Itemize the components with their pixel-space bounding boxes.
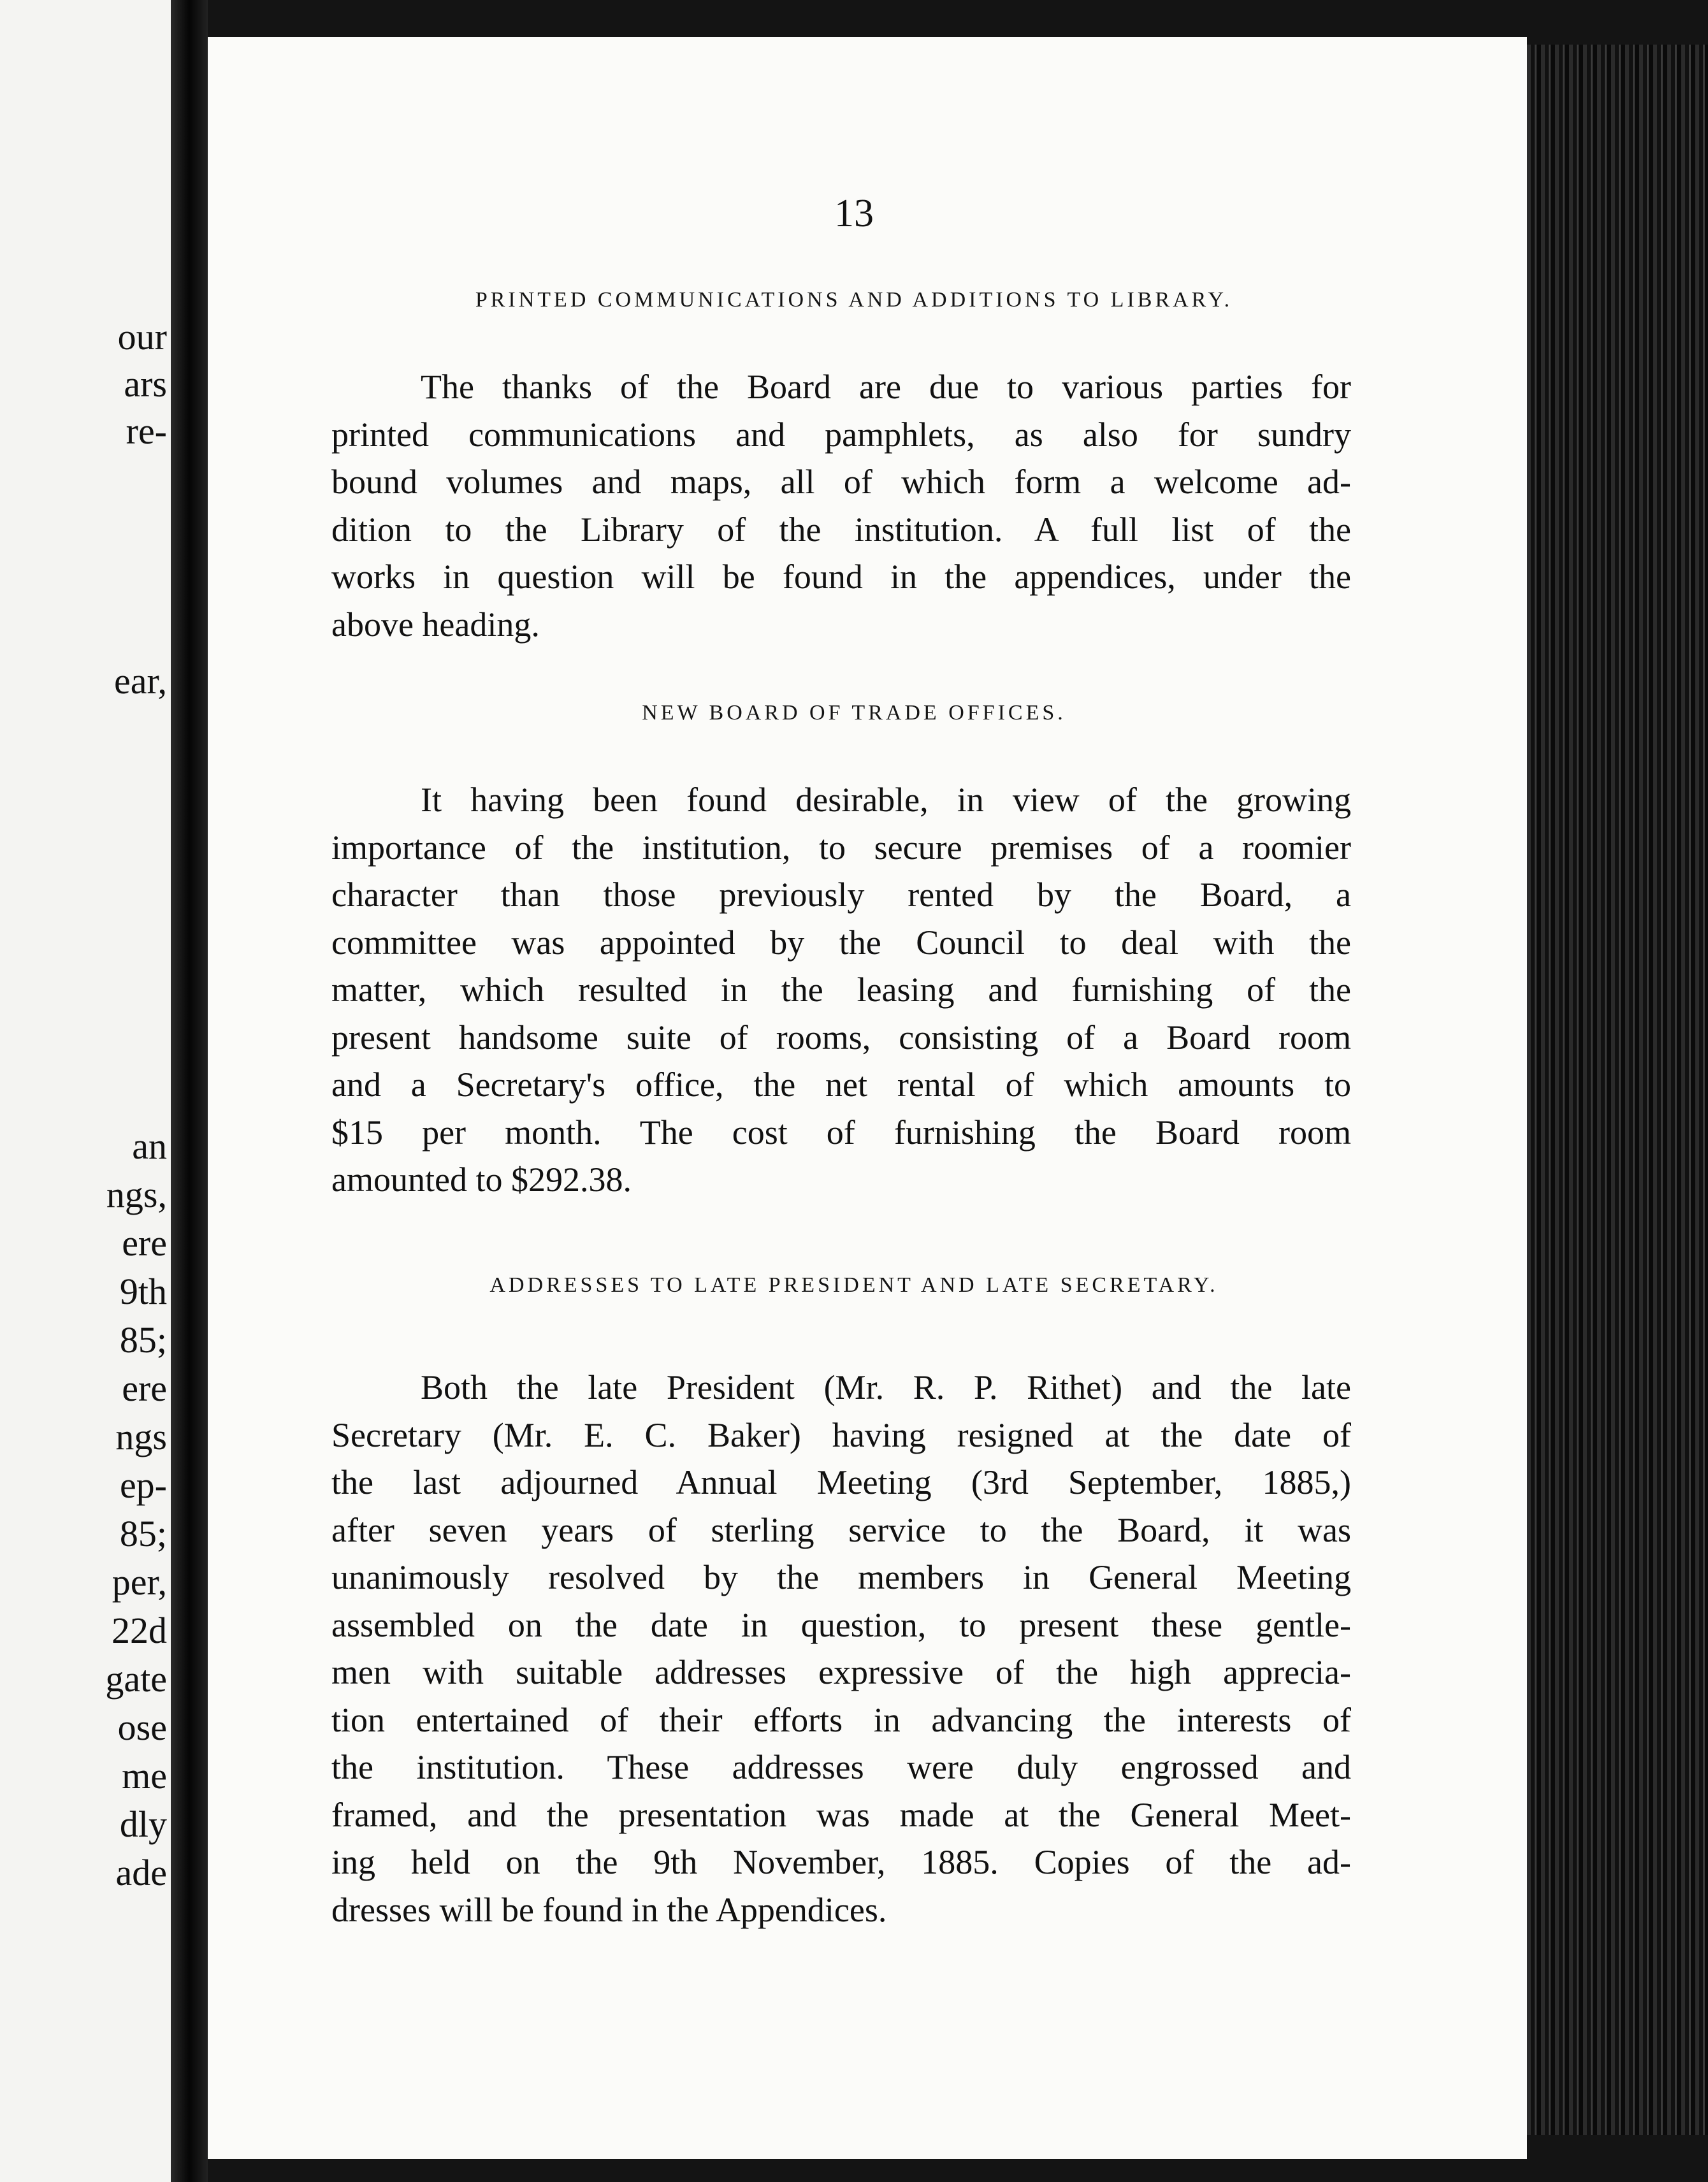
facing-page-fragment: ngs,	[106, 1174, 167, 1215]
text-line: printed communications and pamphlets, as also for sundry	[331, 415, 1351, 454]
text-line: the last adjourned Annual Meeting (3rd September, 1885,)	[331, 1463, 1351, 1501]
paragraph-new-offices	[331, 776, 1351, 1204]
text-line: $15 per month. The cost of furnishing the Board room	[331, 1113, 1351, 1152]
text-line: amounted to $292.38.	[331, 1160, 632, 1199]
heading-printed-communications: PRINTED COMMUNICATIONS AND ADDITIONS TO LIBRARY.	[475, 288, 1233, 312]
text-line: committee was appointed by the Council to deal with the	[331, 923, 1351, 962]
text-line: The thanks of the Board are due to various parties for	[421, 368, 1351, 406]
facing-page-fragment: ose	[117, 1707, 167, 1748]
facing-page-fragment: ngs	[115, 1416, 167, 1457]
facing-page-fragment: ade	[115, 1852, 167, 1893]
facing-page	[0, 0, 171, 2182]
text-line: dresses will be found in the Appendices.	[331, 1890, 887, 1929]
text-line: It having been found desirable, in view of the growing	[421, 781, 1351, 819]
text-line: above heading.	[331, 605, 540, 644]
heading-addresses: ADDRESSES TO LATE PRESIDENT AND LATE SECRETARY.	[489, 1273, 1219, 1297]
facing-page-fragment: 22d	[112, 1610, 167, 1651]
facing-page-fragment: 85;	[119, 1513, 167, 1554]
facing-page-fragment: 85;	[119, 1319, 167, 1361]
facing-page-fragment: re-	[126, 410, 167, 452]
facing-page-fragment: ep-	[119, 1464, 167, 1506]
text-line: works in question will be found in the appendices, under the	[331, 558, 1351, 596]
text-line: men with suitable addresses expressive of the high apprecia-	[331, 1653, 1351, 1691]
facing-page-fragment: 9th	[119, 1271, 167, 1312]
text-line: assembled on the date in question, to present these gentle-	[331, 1605, 1351, 1644]
page-edges	[1527, 45, 1708, 2135]
heading-new-offices: NEW BOARD OF TRADE OFFICES.	[642, 701, 1066, 725]
text-line: and a Secretary's office, the net rental of which amounts to	[331, 1066, 1351, 1104]
facing-page-fragment: an	[132, 1125, 167, 1167]
facing-page-fragment: ere	[122, 1368, 167, 1409]
text-line: matter, which resulted in the leasing and furnishing of the	[331, 971, 1351, 1009]
text-line: dition to the Library of the institution. A full list of the	[331, 510, 1351, 549]
text-line: tion entertained of their efforts in advancing the interests of	[331, 1700, 1351, 1739]
facing-page-fragment: our	[117, 316, 167, 358]
text-line: ing held on the 9th November, 1885. Copies of the ad-	[331, 1843, 1351, 1881]
facing-page-fragment: ere	[122, 1222, 167, 1264]
book-gutter	[171, 0, 208, 2182]
page-number: 13	[834, 192, 874, 235]
facing-page-fragment: ear,	[114, 660, 167, 702]
paragraph-addresses	[331, 1364, 1351, 1933]
facing-page-fragment: dly	[119, 1803, 167, 1845]
facing-page-fragment: gate	[105, 1658, 167, 1700]
text-line: Both the late President (Mr. R. P. Rithet) and the late	[421, 1368, 1351, 1406]
text-line: Secretary (Mr. E. C. Baker) having resigned at the date of	[331, 1415, 1351, 1454]
text-line: unanimously resolved by the members in General Meeting	[331, 1558, 1351, 1596]
facing-page-fragment: per,	[112, 1561, 167, 1603]
text-line: importance of the institution, to secure premises of a roomier	[331, 828, 1351, 867]
facing-page-fragment: ars	[124, 363, 167, 405]
text-line: the institution. These addresses were duly engrossed and	[331, 1748, 1351, 1786]
text-line: character than those previously rented by the Board, a	[331, 876, 1351, 914]
facing-page-fragment: me	[122, 1755, 167, 1796]
text-line: framed, and the presentation was made at the General Meet-	[331, 1795, 1351, 1834]
text-line: present handsome suite of rooms, consisting of a Board room	[331, 1018, 1351, 1057]
text-line: bound volumes and maps, all of which form a welcome ad-	[331, 463, 1351, 501]
paragraph-printed-communications	[331, 363, 1351, 648]
text-line: after seven years of sterling service to the Board, it was	[331, 1510, 1351, 1549]
